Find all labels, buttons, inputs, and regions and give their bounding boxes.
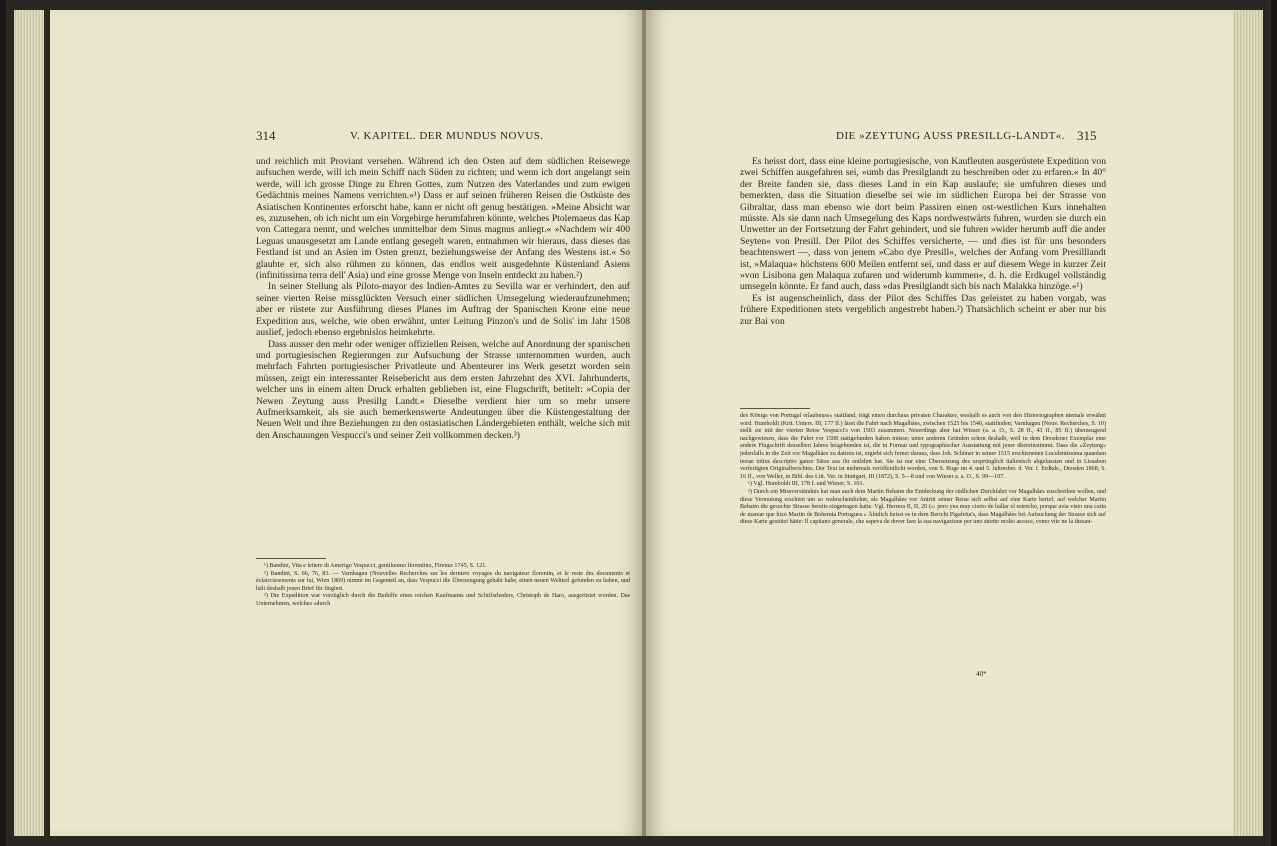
- right-paragraph-2: Es ist augenscheinlich, dass der Pilot des Schiffes Das geleistet zu haben vorgab, was frühere Expeditionen stets vergeblich angestrebt haben.²) Thatsächlich scheint er aber nur bis zur Bai von: [740, 292, 1106, 327]
- left-footnote-2: ²) Bandini, S. 66, 76, 83. — Varnhagen (Nouvelles Recherches sur les derniers voyages du navigateur florentin, et le reste des documents et éclaircissements sur lui, Wien 1869) nimmt im Gegenteil an, dass Vespucci die Überzeugung gehabt habe, einen neuen Weltteil gefunden zu haben, und hält deshalb jenen Brief für fingiert.: [256, 570, 630, 592]
- signature-mark: 40*: [976, 670, 987, 678]
- right-running-head: DIE »ZEYTUNG AUSS PRESILLG-LANDT«.: [836, 130, 1066, 142]
- right-paragraph-1: Es heisst dort, dass eine kleine portugiesische, von Kaufleuten ausgerüstete Expedition von zwei Schiffen ausgefahren sei, »umb das Presilglandt zu beschreiben oder zu erfaren.« In 40° der Breite fanden sie, dass dieses Land in ein Kap auslaufe; sie umfuhren dieses und bemerkten, dass die Situation dieselbe sei wie im südlichen Europa bei der Strasse von Gibraltar, dass man ebenso wie dort beim Passiren einen ost-westlichen Kurs innehalten müsste. Als sie dann nach Umsegelung des Kaps nordwestwärts fuhren, wurden sie durch ein Unwetter an der Fortsetzung der Fahrt gehindert, und sie fuhren »wider herumb auff die ander Seyten« von Presill. Der Pilot des Schiffes versicherte, — und dies ist für uns besonders beachtenswert —, dass von jenem »Cabo dye Presill«, welches der Anfang vom Presilllandt ist, »Malaqua« höchstens 600 Meilen entfernt sei, und dass er auf diesem Wege in kurzer Zeit »von Lisibona gen Malaqua zufaren und widerumb kummen«, d. h. die Erdkugel vollständig umsegeln könnte. Er fand auch, dass »das Presilglandt sich bis nach Malakka hinzöge.«¹): [740, 156, 1106, 293]
- book-spread: [6, 0, 1271, 846]
- left-body: [256, 156, 630, 441]
- left-paragraph-2: In seiner Stellung als Piloto-mayor des Indien-Amtes zu Sevilla war er verhindert, den auf seiner vierten Reise missglückten Versuch einer südlichen Umsegelung wiederaufzunehmen; aber er rüstete zur Ausführung dieses Planes im Auftrag der Spanischen Krone eine neue Expedition aus, welche, wie oben erwähnt, unter Leitung Pinzon's und de Solis' im Jahr 1508 auslief, jedoch ebenso ergebnislos heimkehrte.: [256, 281, 630, 339]
- left-paragraph-3: Dass ausser den mehr oder weniger offiziellen Reisen, welche auf Anordnung der spanischen und portugiesischen Regierungen zur Aufsuchung der Strasse unternommen wurden, auch mehrfach Fahrten portugiesischer Privatleute und Abenteurer ins Werk gesetzt worden sein müssen, zeigt ein interessanter Reisebericht aus dem ersten Jahrzehnt des XVI. Jahrhunderts, welcher uns in einem alten Druck erhalten geblieben ist, eine Flugschrift, betitelt: »Copia der Newen Zeytung auss Presillg Landt.« Dieselbe verdient hier um so mehr unsere Aufmerksamkeit, als sie auch bemerkenswerte Andeutungen über die Küstengestaltung der Neuen Welt und ihre Beziehungen zu den ostasiatischen Ländergebieten enthält, welche sich mit den Anschauungen Vespucci's und seiner Zeit vollkommen decken.³): [256, 338, 630, 441]
- left-running-head: V. KAPITEL. DER MUNDUS NOVUS.: [350, 130, 544, 142]
- right-body: [740, 156, 1106, 327]
- left-footnote-rule: [256, 558, 326, 559]
- right-footnote-2: ²) Durch ein Missverständnis hat man auch dem Martin Behaim die Entdeckung der südlichen Durchfahrt vor Magalhães zuschreiben wollen, und diese Vermutung erschien um so wahrscheinlicher, als Magalhães vor Antritt seiner Reise sich selbst auf eine Karte berief, auf welcher Martin Behaim die gesuchte Strasse bereits eingetragen hatte. Vgl. Herrera II, II, 20 (»: pero yea muy cierto de hallar el estrecho, porque avia visto una carta de marear que hizo Martin de Bohemia Portugues.« Ähnlich heisst es in dem Bericht Pigafetta's, dass Magalhães bei Aufsuchung der Strasse sich auf diese Karte gestützt hätte: Il capitano generale, che sapeva de dover fare la sua navigazione per uno stretto molto ascoso, como vite ne la thesau-: [740, 488, 1106, 526]
- page-edges-left: [14, 10, 44, 836]
- right-footnote-1: ¹) Vgl. Humboldt III, 178 f. und Wieser, S. 101.: [748, 481, 865, 488]
- left-page: [50, 10, 644, 836]
- left-footnote-3: ³) Die Expedition war vorzüglich durch die Beihilfe eines reichen Kaufmanns und Schiffsrheders, Christoph de Haro, ausgerüstet worden. Das Unternehmen, welches »durch: [256, 593, 630, 607]
- right-page-number: 315: [1077, 128, 1097, 143]
- left-footnotes: [256, 563, 630, 609]
- right-page: [646, 10, 1233, 836]
- left-footnote-1: ¹) Bandini, Vita e lettere di Amerigo Vespucci, gentiluomo fiorentino, Firenze 1745, S. 121.: [264, 563, 487, 569]
- left-page-number: 314: [256, 128, 276, 143]
- right-footnote-continued: des Königs von Portugal erlaubnuss« stattfand, trägt einen durchaus privaten Charakter, weshalb es auch von den Historiographen niemals erwähnt wird. Humboldt (Krit. Unters. III, 177 ff.) lässt die Fahrt nach Magalhães, zwischen 1525 bis 1540, stattfinden; Varnhagen (Nouv. Recherches, S. 10) stellt sie mit der vierten Reise Vespucci's von 1503 zusammen. Neuerdings aber hat Wieser (a. a. O., S. 28 ff., 43 ff., 85 ff.) überzeugend nachgewiesen, dass die Fahrt vor 1508 stattgefunden haben müsse; unter anderen Gründen schon deshalb, weil in dem Dresdener Exemplar eine andere Flugschrift desselben Jahres beigebunden ist, die in Format und typographischer Ausstattung mit jener übereinstimmt. Dass die »Zeytung« jedenfalls in die Zeit vor Magalhães zu datiren ist, ergiebt sich ferner daraus, dass Joh. Schöner in seiner 1515 erschienenen Luculentissima quaedam terrae totius descriptio ganze Sätze aus ihr entlehnt hat. Sie ist nur eine Übersetzung des ursprünglich italienisch abgefassten und in Lissabon verfertigten Originalberichtes. Der Text ist mehrmals veröffentlicht worden, von S. Ruge im 4. und 5. Jahresber. d. Ver. f. Erdkde., Dresden 1868, S. 16 ff., von Weller, in Bibl. des Litt. Ver. in Stuttgart, III (1872), S. 5—8 und von Wieser a. a. O., S. 99—107.: [740, 413, 1106, 480]
- right-footnotes: [740, 413, 1106, 527]
- left-paragraph-1: und reichlich mit Proviant versehen. Während ich den Osten auf dem südlichen Reisewege aufsuchen werde, will ich mein Schiff nach Süden zu richten; und wenn ich dort angelangt sein werde, will ich grosse Dinge zu Ehren Gottes, zum Nutzen des Vaterlandes und zum ewigen Gedächtnis meines Namens verrichten.«¹) Dass er auf seinen früheren Reisen die Ostküste des Asiatischen Kontinentes erforscht habe, kann er nicht oft genug bestätigen. »Meine Absicht war es, zuzusehen, ob ich nicht um ein Vorgebirge herumfahren könnte, welches Ptolemaeus das Kap von Cattegara nennt, und welches unmittelbar dem Sinus magnus anliegt.« »Nachdem wir 400 Leguas unausgesetzt am Lande entlang gesegelt waren, entnahmen wir hieraus, dass dieses das Festland ist und an Asien im Osten grenzt, beziehungsweise der Anfang des Westens ist.« So glaubte er, sich also rühmen zu können, das endlos weit ausgedehnte Küstenland Asiens (infinitissima terra dell' Asia) und eine grosse Menge von Inseln entdeckt zu haben.²): [256, 156, 630, 282]
- right-footnote-rule: [740, 408, 810, 409]
- page-edges-right: [1233, 10, 1263, 836]
